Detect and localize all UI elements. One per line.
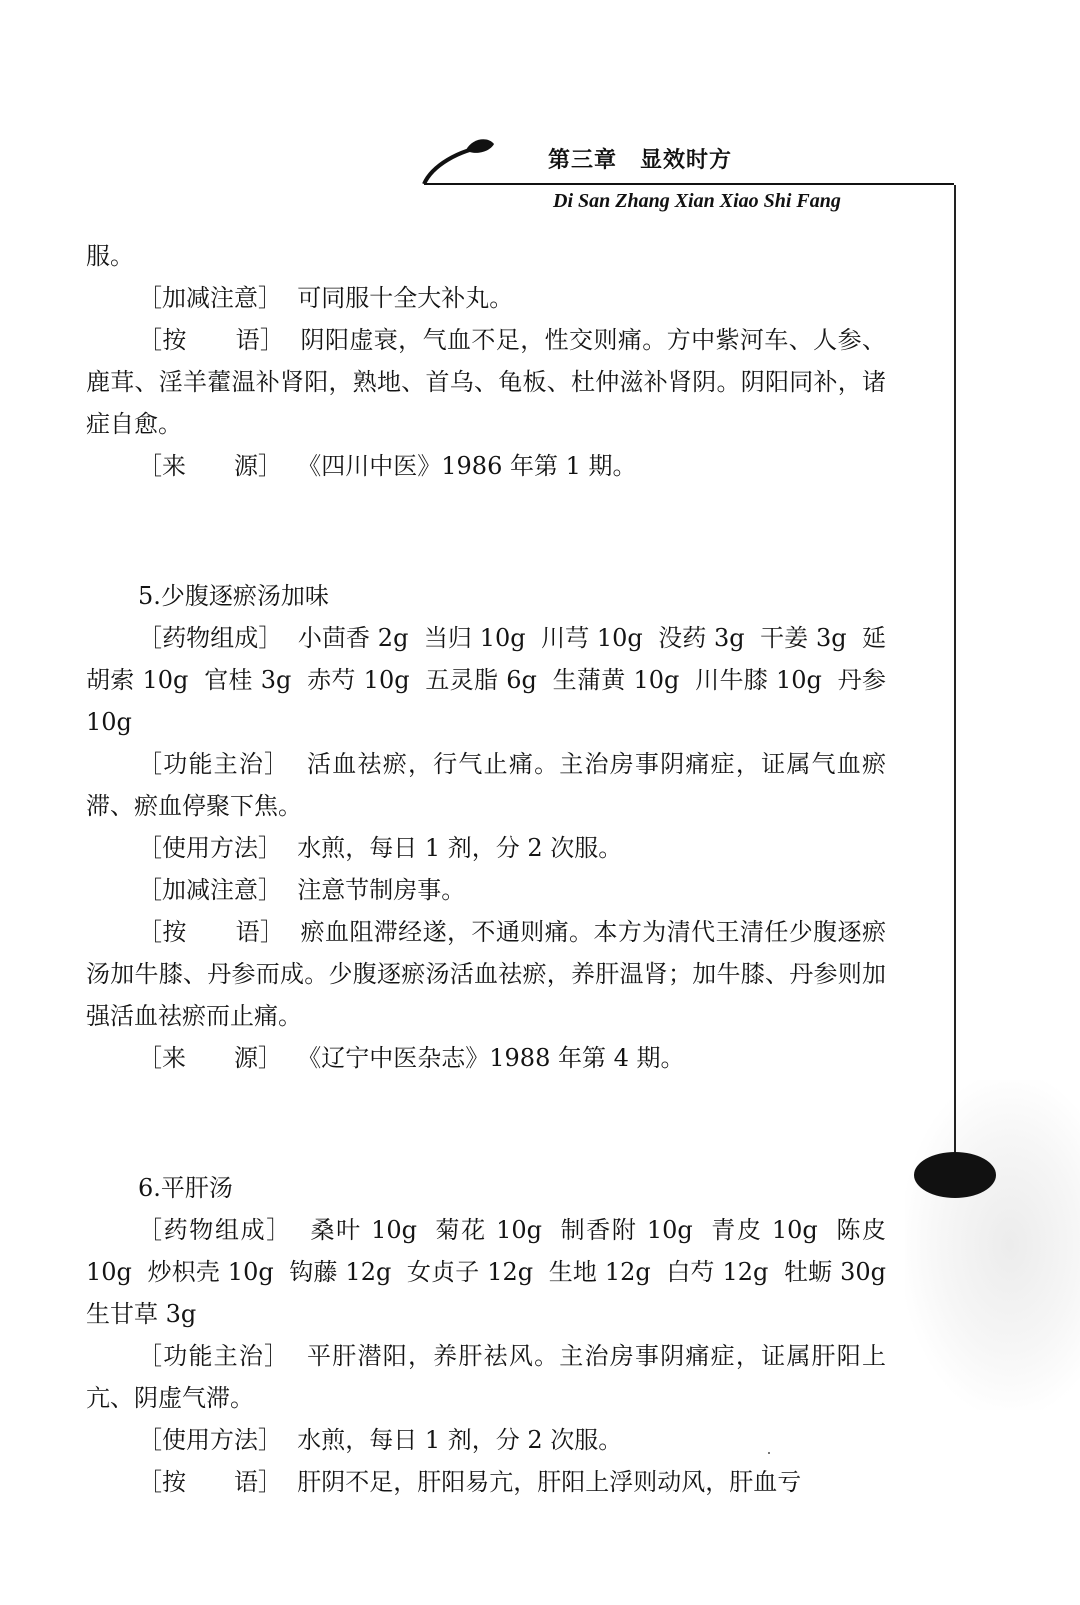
body-paragraph: 5.少腹逐瘀汤加味 (138, 582, 329, 610)
body-paragraph: ［来 源］ 《四川中医》1986 年第 1 期。 (138, 452, 637, 480)
side-rule (954, 185, 956, 1175)
scan-speck (768, 1452, 770, 1454)
body-paragraph: ［按 语］ 阴阳虚衰，气血不足，性交则痛。方中紫河车、人参、鹿茸、淫羊藿温补肾阳，熟地、首乌、龟板、杜仲滋补肾阴。阴阳同补，诸症自愈。 (86, 326, 886, 438)
chapter-title: 第三章 显效时方 (548, 148, 733, 173)
body-paragraph: 服。 (86, 242, 134, 270)
body-paragraph: ［加减注意］ 可同服十全大补丸。 (138, 284, 514, 312)
body-paragraph: ［使用方法］ 水煎，每日 1 剂，分 2 次服。 (138, 834, 623, 862)
body-paragraph: ［使用方法］ 水煎，每日 1 剂，分 2 次服。 (138, 1426, 623, 1454)
page-edge-shadow (905, 1080, 1080, 1410)
body-paragraph: ［药物组成］ 小茴香 2g 当归 10g 川芎 10g 没药 3g 干姜 3g 延胡索 10g 官桂 3g 赤芍 10g 五灵脂 6g 生蒲黄 10g 川牛膝 10g 丹参 10g (86, 624, 894, 736)
body-paragraph: 6.平肝汤 (138, 1174, 233, 1202)
chapter-pinyin: Di San Zhang Xian Xiao Shi Fang (553, 190, 841, 212)
body-paragraph: ［按 语］ 肝阴不足，肝阳易亢，肝阳上浮则动风，肝血亏 (138, 1468, 802, 1496)
body-paragraph: ［功能主治］ 活血祛瘀，行气止痛。主治房事阴痛症，证属气血瘀滞、瘀血停聚下焦。 (86, 750, 886, 820)
thumb-index-tab (914, 1152, 996, 1198)
section-gap (86, 511, 886, 551)
body-paragraph: ［按 语］ 瘀血阻滞经遂，不通则痛。本方为清代王清任少腹逐瘀汤加牛膝、丹参而成。少腹逐瘀汤活血祛瘀，养肝温肾；加牛膝、丹参则加强活血祛瘀而止痛。 (86, 918, 886, 1030)
body-paragraph: ［加减注意］ 注意节制房事。 (138, 876, 466, 904)
body-paragraph: ［药物组成］ 桑叶 10g 菊花 10g 制香附 10g 青皮 10g 陈皮 10g 炒枳壳 10g 钩藤 12g 女贞子 12g 生地 12g 白芍 12g 牡蛎 30g 生甘草 3g (86, 1216, 902, 1328)
body-paragraph: ［来 源］ 《辽宁中医杂志》1988 年第 4 期。 (138, 1044, 685, 1072)
body-paragraph: ［功能主治］ 平肝潜阳，养肝祛风。主治房事阴痛症，证属肝阳上亢、阴虚气滞。 (86, 1342, 886, 1412)
chapter-header-ornament (0, 0, 1080, 260)
section-gap (86, 1103, 886, 1143)
page-body (86, 235, 902, 1503)
